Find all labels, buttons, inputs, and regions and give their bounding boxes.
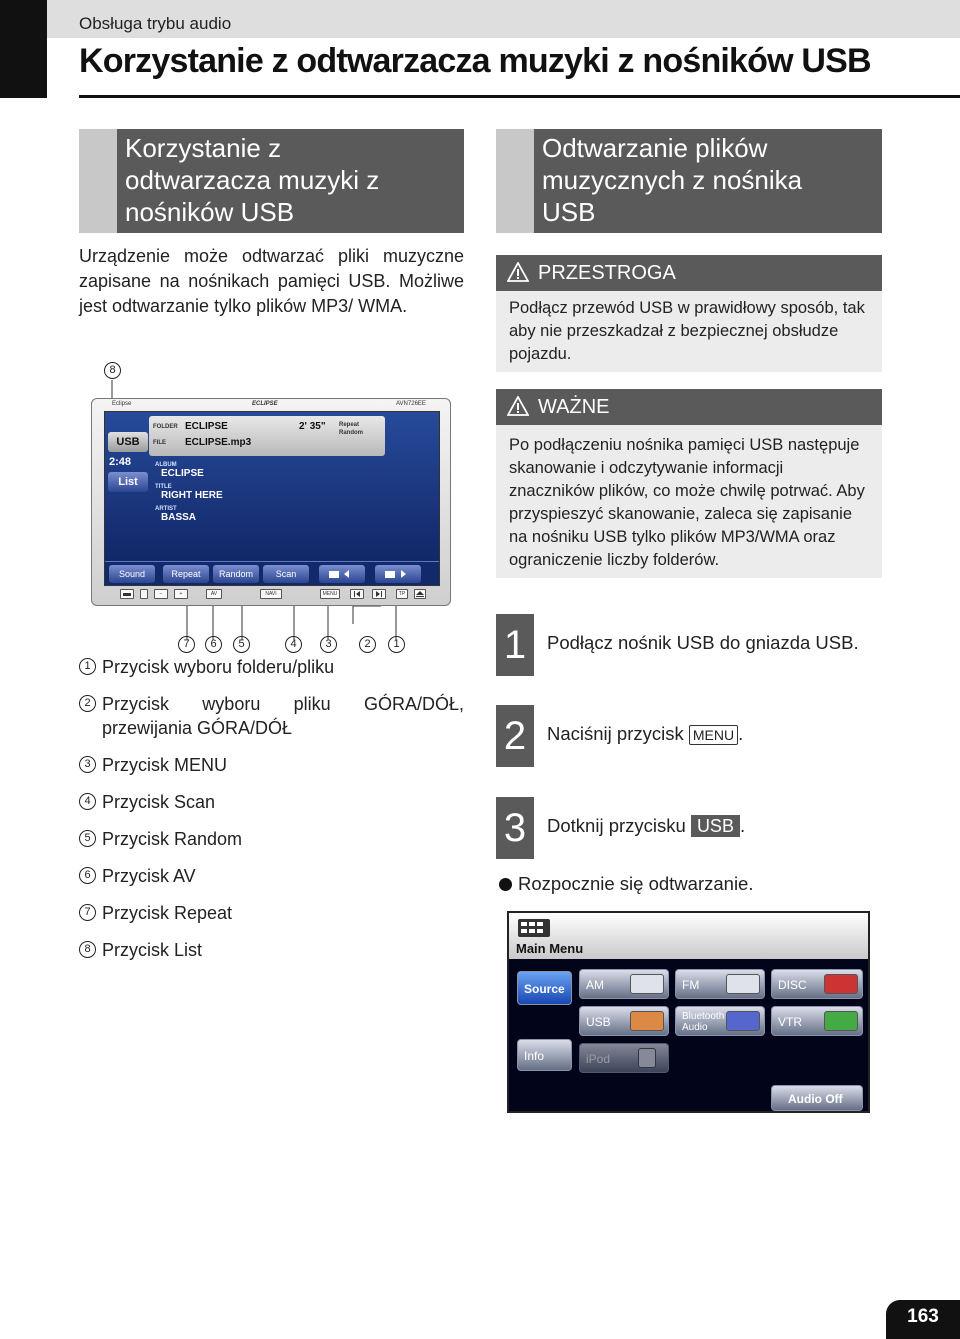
legend-number: 8: [79, 941, 96, 958]
main-menu-title: Main Menu: [516, 941, 584, 956]
legend-number: 1: [79, 658, 96, 675]
step-2-number: 2: [496, 705, 534, 767]
folder-prev-icon: [319, 565, 365, 583]
file-value: ECLIPSE.mp3: [185, 437, 252, 448]
result-line: [499, 873, 754, 895]
step-3-text-before: Dotknij przycisku: [547, 815, 686, 836]
random-indicator: Random: [339, 430, 363, 436]
usb-button[interactable]: [579, 1006, 669, 1036]
page-title: Korzystanie z odtwarzacza muzyki z nośników USB: [79, 42, 871, 80]
legend-item: [79, 901, 464, 925]
heading-box: [117, 129, 464, 233]
title-value: RIGHT HERE: [161, 490, 223, 501]
step-3-text: [547, 815, 745, 837]
step-2-text-before: Naciśnij przycisk: [547, 723, 684, 744]
page-number: 163: [886, 1300, 960, 1339]
clock: 2:48: [109, 456, 132, 468]
caution-text: Podłącz przewód USB w prawidłowy sposób, tak aby nie przeszkadzał z bezpiecznej obsłudze pojazdu.: [496, 291, 882, 372]
callout-7: [178, 636, 195, 654]
track-prev-key[interactable]: [350, 589, 364, 599]
track-next-key[interactable]: [372, 589, 386, 599]
fm-label: FM: [682, 978, 700, 992]
callout-number: 1: [388, 636, 405, 653]
artist-label: ARTIST: [155, 506, 177, 512]
main-menu-screenshot: [507, 911, 870, 1113]
heading-line: muzycznych z nośnika: [542, 165, 803, 195]
legend-item: [79, 864, 464, 888]
disc-label: DISC: [778, 978, 807, 992]
av-key[interactable]: AV: [206, 589, 222, 599]
small-key[interactable]: [140, 589, 148, 599]
legend-text: Przycisk Scan: [102, 792, 216, 812]
elapsed-time: 2' 35": [299, 421, 326, 432]
warning-triangle-icon: [507, 262, 529, 282]
bullet-icon: [499, 878, 512, 891]
legend-number: 7: [79, 904, 96, 921]
callout-1: [388, 636, 405, 654]
bluetooth-label-line: Audio: [682, 1022, 708, 1033]
main-menu-titlebar: [509, 913, 868, 959]
scan-button[interactable]: Scan: [263, 565, 309, 583]
caution-box: [496, 255, 882, 372]
legend-text: Przycisk Random: [102, 829, 243, 849]
legend-number: 6: [79, 867, 96, 884]
heading-line: Korzystanie z: [125, 133, 282, 163]
callout-5: [233, 636, 250, 654]
caution-header: [496, 255, 882, 291]
model-label: AVN726EE: [396, 401, 426, 407]
step-3-text-after: .: [739, 815, 746, 836]
menu-grid-icon: [517, 918, 551, 938]
source-button[interactable]: Source: [517, 971, 572, 1005]
callout-6: [205, 636, 222, 654]
legend-text: Przycisk MENU: [102, 755, 227, 775]
brand-logo: ECLIPSE: [252, 401, 278, 407]
navi-key[interactable]: NAVI: [260, 589, 282, 599]
heading-line: odtwarzacza muzyki z: [125, 165, 380, 195]
eject-icon: [415, 590, 425, 598]
callout-number: 3: [320, 636, 337, 653]
phone-key[interactable]: [120, 589, 134, 599]
list-button[interactable]: List: [108, 472, 148, 492]
callout-number: 4: [285, 636, 302, 653]
warning-triangle-icon: [507, 396, 529, 416]
legend-item: [79, 655, 464, 679]
callout-4: [285, 636, 302, 654]
ipod-label: iPod: [586, 1052, 611, 1066]
bluetooth-audio-button[interactable]: [675, 1006, 765, 1036]
volume-up-key[interactable]: +: [174, 589, 188, 599]
legend-text: Przycisk wyboru pliku GÓRA/DÓŁ, przewijania GÓRA/DÓŁ: [102, 694, 464, 738]
callout-3: [320, 636, 337, 654]
important-text: Po podłączeniu nośnika pamięci USB następuje skanowanie i odczytywanie informacji znaczników plików, co może chwilę potrwać. Aby przyspieszyć skanowanie, zaleca się zapisanie na nośniku USB tylko plików MP3/WMA oraz ograniczenie liczby folderów.: [496, 425, 882, 578]
callout-2: [359, 636, 376, 654]
brand-logo-small: Eclipse: [112, 401, 132, 407]
title-label: TITLE: [155, 484, 172, 490]
legend-item: [79, 692, 464, 740]
vtr-icon: [824, 1011, 858, 1031]
disc-button[interactable]: [771, 969, 863, 999]
screen-button-row: [105, 561, 439, 585]
button-legend: [79, 655, 464, 975]
callout-8: [104, 362, 121, 380]
track-info-panel: [149, 416, 385, 456]
ipod-icon: [638, 1048, 656, 1068]
menu-key-glyph: MENU: [689, 725, 738, 745]
left-section-heading: [79, 129, 464, 233]
bluetooth-label-line: Bluetooth: [682, 1011, 725, 1022]
vtr-label: VTR: [778, 1015, 802, 1029]
bluetooth-icon: [726, 1011, 760, 1031]
caution-title: PRZESTROGA: [538, 262, 676, 284]
track-next-icon: [373, 590, 385, 598]
head-unit-illustration: [91, 398, 451, 606]
fm-button[interactable]: [675, 969, 765, 999]
am-label: AM: [586, 978, 604, 992]
legend-text: Przycisk wyboru folderu/pliku: [102, 657, 335, 677]
legend-text: Przycisk List: [102, 940, 203, 960]
header-rule: [79, 95, 960, 98]
sound-button[interactable]: Sound: [109, 565, 155, 583]
heading-line: Odtwarzanie plików: [542, 133, 768, 163]
result-text: Rozpocznie się odtwarzanie.: [518, 873, 754, 894]
legend-item: [79, 827, 464, 851]
heading-accent-bar: [79, 129, 117, 233]
folder-down-button[interactable]: [319, 565, 365, 583]
am-button[interactable]: [579, 969, 669, 999]
eject-key[interactable]: [414, 589, 426, 599]
usb-label: USB: [586, 1015, 611, 1029]
important-box: [496, 389, 882, 578]
step-3-number: 3: [496, 797, 534, 859]
track-prev-icon: [351, 590, 363, 598]
artist-value: BASSA: [161, 512, 197, 523]
usb-source-button[interactable]: USB: [108, 432, 148, 452]
legend-item: [79, 938, 464, 962]
album-label: ALBUM: [155, 462, 177, 468]
album-value: ECLIPSE: [161, 468, 204, 479]
repeat-button[interactable]: Repeat: [163, 565, 209, 583]
callout-number: 6: [205, 636, 222, 653]
right-section-heading: [496, 129, 882, 233]
intro-paragraph: Urządzenie może odtwarzać pliki muzyczne zapisane na nośnikach pamięci USB. Możliwe jest odtwarzanie tylko plików MP3/ WMA.: [79, 246, 464, 316]
vtr-button[interactable]: [771, 1006, 863, 1036]
callout-number: 8: [104, 362, 121, 379]
audio-off-button[interactable]: Audio Off: [771, 1085, 863, 1111]
folder-next-icon: [375, 565, 421, 583]
radio-icon: [630, 974, 664, 994]
random-button[interactable]: Random: [213, 565, 259, 583]
section-label: Obsługa trybu audio: [79, 14, 232, 33]
heading-accent-bar: [496, 129, 534, 233]
callout-number: 5: [233, 636, 250, 653]
disc-icon: [824, 974, 858, 994]
menu-key[interactable]: MENU: [320, 589, 340, 599]
info-button[interactable]: Info: [517, 1039, 572, 1071]
legend-number: 5: [79, 830, 96, 847]
phone-icon: [121, 590, 133, 598]
legend-number: 4: [79, 793, 96, 810]
folder-value: ECLIPSE: [185, 421, 228, 432]
step-2-text: [547, 723, 743, 745]
heading-box: [534, 129, 882, 233]
usb-icon: [630, 1011, 664, 1031]
heading-line: USB: [542, 197, 596, 227]
heading-line: nośników USB: [125, 197, 295, 227]
legend-number: 3: [79, 756, 96, 773]
step-2-text-after: .: [738, 723, 744, 744]
step-1-number: 1: [496, 614, 534, 676]
tp-key[interactable]: TP: [396, 589, 408, 599]
radio-icon: [726, 974, 760, 994]
black-edge-tab: [0, 0, 47, 98]
legend-text: Przycisk AV: [102, 866, 196, 886]
folder-up-button[interactable]: [375, 565, 421, 583]
device-screen: [104, 411, 440, 586]
ipod-button[interactable]: [579, 1043, 669, 1073]
legend-number: 2: [79, 695, 96, 712]
usb-key-glyph: USB: [691, 815, 740, 837]
folder-label: FOLDER: [153, 424, 178, 430]
legend-text: Przycisk Repeat: [102, 903, 233, 923]
legend-item: [79, 790, 464, 814]
step-1-text: Podłącz nośnik USB do gniazda USB.: [547, 632, 859, 653]
volume-down-key[interactable]: −: [154, 589, 168, 599]
legend-item: [79, 753, 464, 777]
file-label: FILE: [153, 440, 166, 446]
important-title: WAŻNE: [538, 396, 610, 418]
callout-number: 7: [178, 636, 195, 653]
callout-number: 2: [359, 636, 376, 653]
repeat-indicator: Repeat: [339, 422, 360, 428]
important-header: [496, 389, 882, 425]
